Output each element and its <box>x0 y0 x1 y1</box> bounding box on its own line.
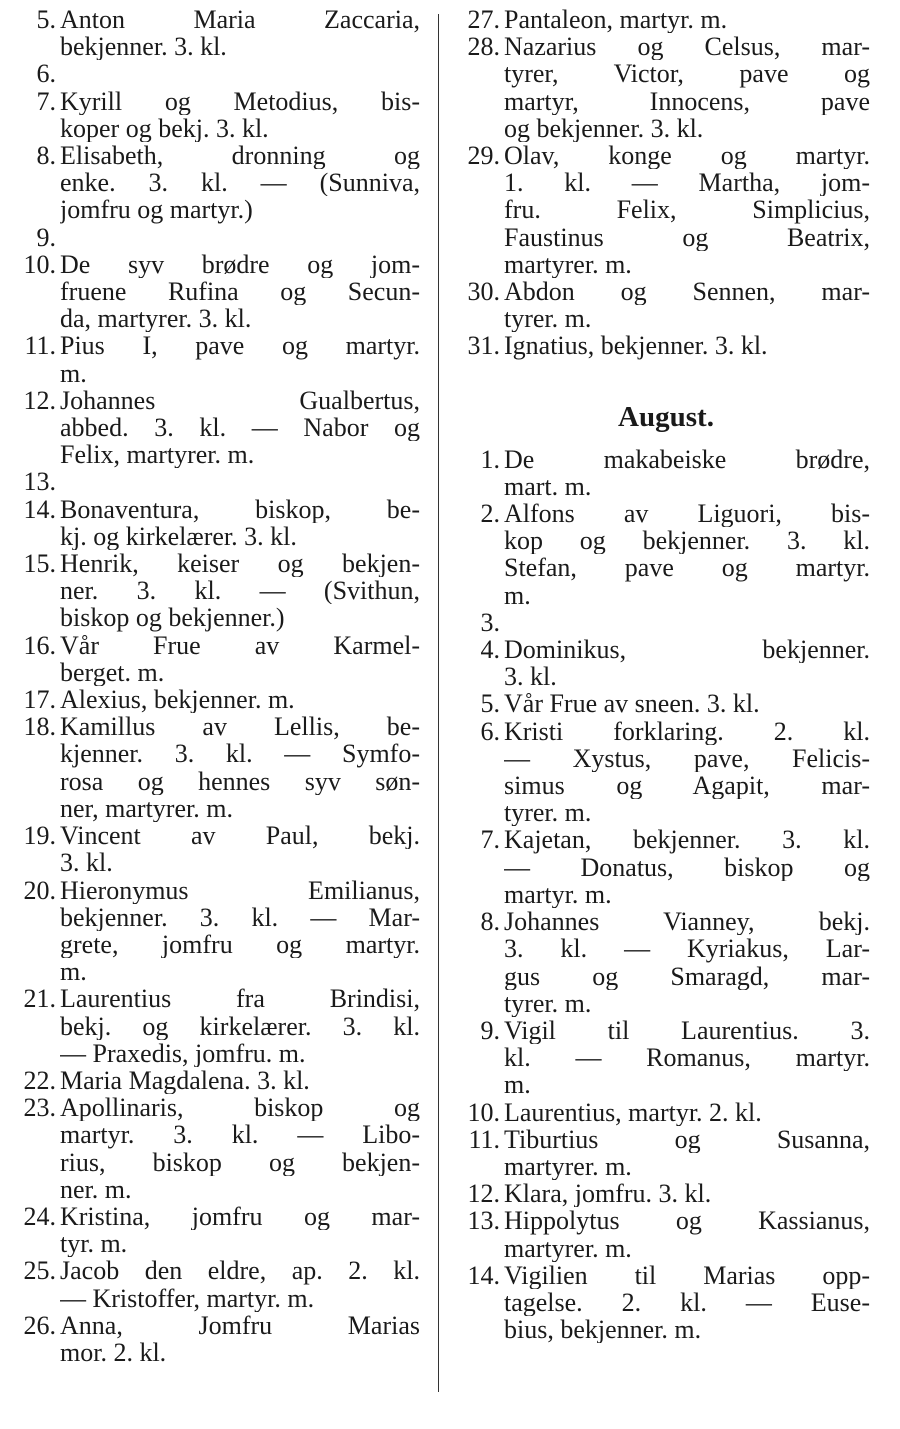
entry-line: jomfru og martyr.) <box>60 196 253 224</box>
entry-line: fru. Felix, Simplicius, <box>504 196 870 224</box>
day-number: 6. <box>480 716 500 746</box>
day-number: 10. <box>467 1097 500 1127</box>
entry-line: Henrik, keiser og bekjen- <box>60 550 420 578</box>
calendar-entry <box>18 387 420 469</box>
calendar-entry <box>462 1126 870 1180</box>
entry-line: Vigil til Laurentius. 3. <box>504 1016 870 1045</box>
entry-line: biskop og bekjenner.) <box>60 604 285 632</box>
august-heading: August. <box>618 400 714 433</box>
entry-line: gus og Smaragd, mar- <box>504 962 870 990</box>
calendar-entry <box>18 1094 420 1203</box>
calendar-entry <box>18 6 420 60</box>
entry-line: abbed. 3. kl. — Nabor og <box>60 414 420 442</box>
calendar-entry <box>462 908 870 1017</box>
calendar-entry <box>18 713 420 822</box>
entry-line: Felix, martyrer. m. <box>60 441 255 469</box>
day-number: 16. <box>23 630 56 660</box>
entry-text <box>504 609 870 636</box>
entry-line: Alexius, bekjenner. m. <box>60 686 295 714</box>
day-number: 26. <box>23 1310 56 1340</box>
entry-line: De syv brødre og jom- <box>60 250 420 279</box>
entry-line: Vår Frue av Karmel- <box>60 631 420 659</box>
entry-text <box>60 1257 420 1311</box>
entry-line: 3. kl. <box>504 663 557 691</box>
day-number: 7. <box>36 86 56 116</box>
day-number: 20. <box>23 875 56 905</box>
day-number: 3. <box>480 607 500 637</box>
entry-line: bius, bekjenner. m. <box>504 1316 702 1344</box>
calendar-entry <box>18 822 420 876</box>
entry-line: Olav, konge og martyr. <box>504 142 870 170</box>
day-number: 15. <box>23 549 56 579</box>
day-number: 8. <box>36 141 56 171</box>
day-number: 22. <box>23 1065 56 1095</box>
entry-line: ner. m. <box>60 1175 132 1203</box>
entry-line: martyrer. m. <box>504 1234 632 1262</box>
entry-text <box>60 332 420 386</box>
entry-line: Vigilien til Marias opp- <box>504 1261 870 1289</box>
entry-line: 1. kl. — Martha, jom- <box>504 169 870 197</box>
day-number: 5. <box>36 5 56 34</box>
entry-line: ner. 3. kl. — (Svithun, <box>60 577 420 605</box>
calendar-entry <box>462 1262 870 1344</box>
entry-text <box>60 686 420 713</box>
entry-line: Anna, Jomfru Marias <box>60 1311 420 1339</box>
entry-text <box>504 6 870 33</box>
calendar-entry <box>462 690 870 717</box>
day-number: 18. <box>23 712 56 742</box>
entry-text <box>504 718 870 827</box>
entry-line: tyrer, Victor, pave og <box>504 60 870 88</box>
column-divider <box>438 14 439 1392</box>
entry-line: m. <box>504 1071 531 1099</box>
entry-line: De makabeiske brødre, <box>504 445 870 473</box>
entry-line: Kristi forklaring. 2. kl. <box>504 717 870 745</box>
day-number: 13. <box>467 1206 500 1236</box>
calendar-entry <box>462 500 870 609</box>
calendar-entry <box>18 88 420 142</box>
entry-text <box>60 251 420 333</box>
entry-text <box>60 713 420 822</box>
entry-line: Hieronymus Emilianus, <box>60 876 420 904</box>
entry-text <box>60 496 420 550</box>
day-number: 8. <box>480 907 500 937</box>
calendar-entry <box>18 985 420 1067</box>
entry-line: koper og bekj. 3. kl. <box>60 114 269 143</box>
entry-line: Ignatius, bekjenner. 3. kl. <box>504 332 768 360</box>
day-number: 24. <box>23 1201 56 1231</box>
entry-line: grete, jomfru og martyr. <box>60 930 420 959</box>
calendar-entry <box>18 224 420 251</box>
entry-text <box>60 1094 420 1203</box>
day-number: 9. <box>36 222 56 252</box>
calendar-entry <box>462 142 870 278</box>
calendar-entry <box>462 636 870 690</box>
entry-line: kj. og kirkelærer. 3. kl. <box>60 522 297 551</box>
calendar-entry <box>18 1257 420 1311</box>
entry-text <box>60 985 420 1067</box>
day-number: 2. <box>480 499 500 529</box>
day-number: 17. <box>23 685 56 715</box>
entry-line: — Xystus, pave, Felicis- <box>504 744 870 773</box>
entry-line: Hippolytus og Kassianus, <box>504 1207 870 1235</box>
entry-line: Bonaventura, biskop, be- <box>60 495 420 523</box>
entry-line: Pantaleon, martyr. m. <box>504 6 728 34</box>
calendar-entry <box>462 446 870 500</box>
entry-line: tyrer. m. <box>504 989 592 1017</box>
entry-line: Stefan, pave og martyr. <box>504 554 870 582</box>
entry-line: Kajetan, bekjenner. 3. kl. <box>504 826 870 854</box>
calendar-entry <box>18 60 420 87</box>
entry-line: tyrer. m. <box>504 305 592 333</box>
day-number: 14. <box>23 494 56 524</box>
entry-line: — Kristoffer, martyr. m. <box>60 1284 315 1312</box>
entry-line: Kyrill og Metodius, bis- <box>60 87 420 115</box>
entry-text <box>504 636 870 690</box>
entry-line: martyr. m. <box>504 880 612 909</box>
entry-text <box>504 826 870 908</box>
calendar-entry <box>18 332 420 386</box>
entry-line: kop og bekjenner. 3. kl. <box>504 527 870 555</box>
calendar-entry <box>18 686 420 713</box>
entry-line: Kristina, jomfru og mar- <box>60 1202 420 1231</box>
day-number: 11. <box>468 1124 500 1154</box>
entry-line: og bekjenner. 3. kl. <box>504 114 704 143</box>
entry-text <box>60 6 420 60</box>
entry-line: Anton Maria Zaccaria, <box>60 6 420 34</box>
day-number: 10. <box>23 249 56 279</box>
entry-line: tyrer. m. <box>504 799 592 827</box>
day-number: 27. <box>467 5 500 34</box>
entry-line: Alfons av Liguori, bis- <box>504 500 870 528</box>
calendar-entry <box>462 278 870 332</box>
day-number: 11. <box>24 331 56 361</box>
calendar-entry <box>462 1180 870 1207</box>
calendar-entry <box>18 1067 420 1094</box>
day-number: 4. <box>480 635 500 665</box>
entry-text <box>60 224 420 251</box>
entry-text <box>60 468 420 495</box>
day-number: 30. <box>467 277 500 307</box>
calendar-entry <box>18 251 420 333</box>
entry-text <box>504 33 870 142</box>
day-number: 9. <box>480 1015 500 1045</box>
entry-line: bekj. og kirkelærer. 3. kl. <box>60 1012 420 1040</box>
entry-text <box>60 60 420 87</box>
entry-line: Johannes Vianney, bekj. <box>504 908 870 936</box>
entry-line: rosa og hennes syv søn- <box>60 767 420 795</box>
entry-line: Jacob den eldre, ap. 2. kl. <box>60 1257 420 1285</box>
calendar-entry <box>18 142 420 224</box>
entry-line: enke. 3. kl. — (Sunniva, <box>60 169 420 197</box>
day-number: 29. <box>467 141 500 171</box>
entry-line: 3. kl. — Kyriakus, Lar- <box>504 935 870 963</box>
entry-line: kjenner. 3. kl. — Symfo- <box>60 740 420 768</box>
day-number: 19. <box>23 821 56 851</box>
calendar-entry <box>18 468 420 495</box>
entry-line: Vår Frue av sneen. 3. kl. <box>504 690 760 718</box>
entry-line: simus og Agapit, mar- <box>504 772 870 800</box>
entry-line: m. <box>504 581 531 609</box>
entry-line: m. <box>60 958 87 986</box>
calendar-entry <box>18 877 420 986</box>
entry-line: m. <box>60 359 87 387</box>
entry-line: Pius I, pave og martyr. <box>60 332 420 360</box>
entry-text <box>504 690 870 717</box>
calendar-entry <box>18 1203 420 1257</box>
entry-text <box>60 1203 420 1257</box>
entry-line: Elisabeth, dronning og <box>60 142 420 170</box>
entry-text <box>504 1017 870 1099</box>
entry-line: Laurentius fra Brindisi, <box>60 985 420 1013</box>
day-number: 31. <box>467 331 500 361</box>
entry-text <box>60 88 420 142</box>
entry-text <box>60 632 420 686</box>
day-number: 14. <box>467 1260 500 1290</box>
entry-text <box>504 446 870 500</box>
entry-text <box>504 1099 870 1126</box>
calendar-entry <box>462 33 870 142</box>
entry-text <box>60 1312 420 1366</box>
entry-text <box>60 550 420 632</box>
entry-line: martyrer. m. <box>504 1152 632 1181</box>
entry-line: berget. m. <box>60 658 165 687</box>
entry-text <box>60 1067 420 1094</box>
entry-line: Faustinus og Beatrix, <box>504 223 870 251</box>
entry-line: tyr. m. <box>60 1230 128 1258</box>
entry-text <box>504 1207 870 1261</box>
entry-line: Dominikus, bekjenner. <box>504 636 870 664</box>
entry-line: mor. 2. kl. <box>60 1338 167 1367</box>
calendar-entry <box>18 550 420 632</box>
left-column <box>18 6 420 1366</box>
entry-text <box>60 877 420 986</box>
entry-line: da, martyrer. 3. kl. <box>60 305 252 333</box>
day-number: 13. <box>23 467 56 497</box>
entry-line: tagelse. 2. kl. — Euse- <box>504 1288 870 1317</box>
entry-line: Abdon og Sennen, mar- <box>504 278 870 306</box>
right-column <box>462 6 870 1343</box>
entry-line: Vincent av Paul, bekj. <box>60 822 420 850</box>
entry-text <box>504 1262 870 1344</box>
entry-text <box>504 278 870 332</box>
entry-line: — Donatus, biskop og <box>504 853 870 881</box>
calendar-entry <box>18 1312 420 1366</box>
day-number: 7. <box>480 825 500 855</box>
entry-line: bekjenner. 3. kl. — Mar- <box>60 903 420 931</box>
day-number: 1. <box>480 444 500 474</box>
entry-line: Maria Magdalena. 3. kl. <box>60 1066 310 1095</box>
entry-text <box>60 822 420 876</box>
calendar-entry <box>462 1207 870 1261</box>
entry-line: ner, martyrer. m. <box>60 794 233 823</box>
calendar-entry <box>18 632 420 686</box>
entry-line: 3. kl. <box>60 849 113 877</box>
august-entries <box>462 446 870 1344</box>
entry-text <box>504 332 870 359</box>
day-number: 12. <box>467 1179 500 1209</box>
calendar-entry <box>18 496 420 550</box>
day-number: 12. <box>23 385 56 415</box>
entry-line: — Praxedis, jomfru. m. <box>60 1039 306 1067</box>
entry-line: martyrer. m. <box>504 250 632 279</box>
entry-line: Nazarius og Celsus, mar- <box>504 33 870 61</box>
entry-line: fruene Rufina og Secun- <box>60 278 420 306</box>
day-number: 23. <box>23 1093 56 1123</box>
entry-text <box>60 142 420 224</box>
entry-line: kl. — Romanus, martyr. <box>504 1044 870 1072</box>
entry-line: Tiburtius og Susanna, <box>504 1125 870 1153</box>
entry-text <box>504 908 870 1017</box>
entry-line: mart. m. <box>504 472 592 501</box>
entry-line: Laurentius, martyr. 2. kl. <box>504 1098 762 1126</box>
entry-text <box>504 1180 870 1207</box>
calendar-entry <box>462 1017 870 1099</box>
july-end-entries <box>462 6 870 360</box>
calendar-entry <box>462 332 870 359</box>
entry-line: rius, biskop og bekjen- <box>60 1148 420 1176</box>
calendar-entry <box>462 718 870 827</box>
entry-line: Kamillus av Lellis, be- <box>60 713 420 741</box>
calendar-entry <box>462 609 870 636</box>
entry-text <box>60 387 420 469</box>
calendar-entry <box>462 826 870 908</box>
entry-line: martyr. 3. kl. — Libo- <box>60 1121 420 1149</box>
entry-text <box>504 1126 870 1180</box>
day-number: 6. <box>36 59 56 89</box>
entry-line: Johannes Gualbertus, <box>60 386 420 415</box>
calendar-entry <box>462 6 870 33</box>
day-number: 5. <box>480 689 500 719</box>
entry-line: bekjenner. 3. kl. <box>60 33 227 61</box>
calendar-entry <box>462 1099 870 1126</box>
day-number: 21. <box>23 984 56 1014</box>
day-number: 25. <box>23 1256 56 1286</box>
day-number: 28. <box>467 32 500 62</box>
entry-text <box>504 500 870 609</box>
entry-text <box>504 142 870 278</box>
entry-line: Klara, jomfru. 3. kl. <box>504 1180 712 1208</box>
entry-line: martyr, Innocens, pave <box>504 87 870 115</box>
entry-line: Apollinaris, biskop og <box>60 1094 420 1122</box>
